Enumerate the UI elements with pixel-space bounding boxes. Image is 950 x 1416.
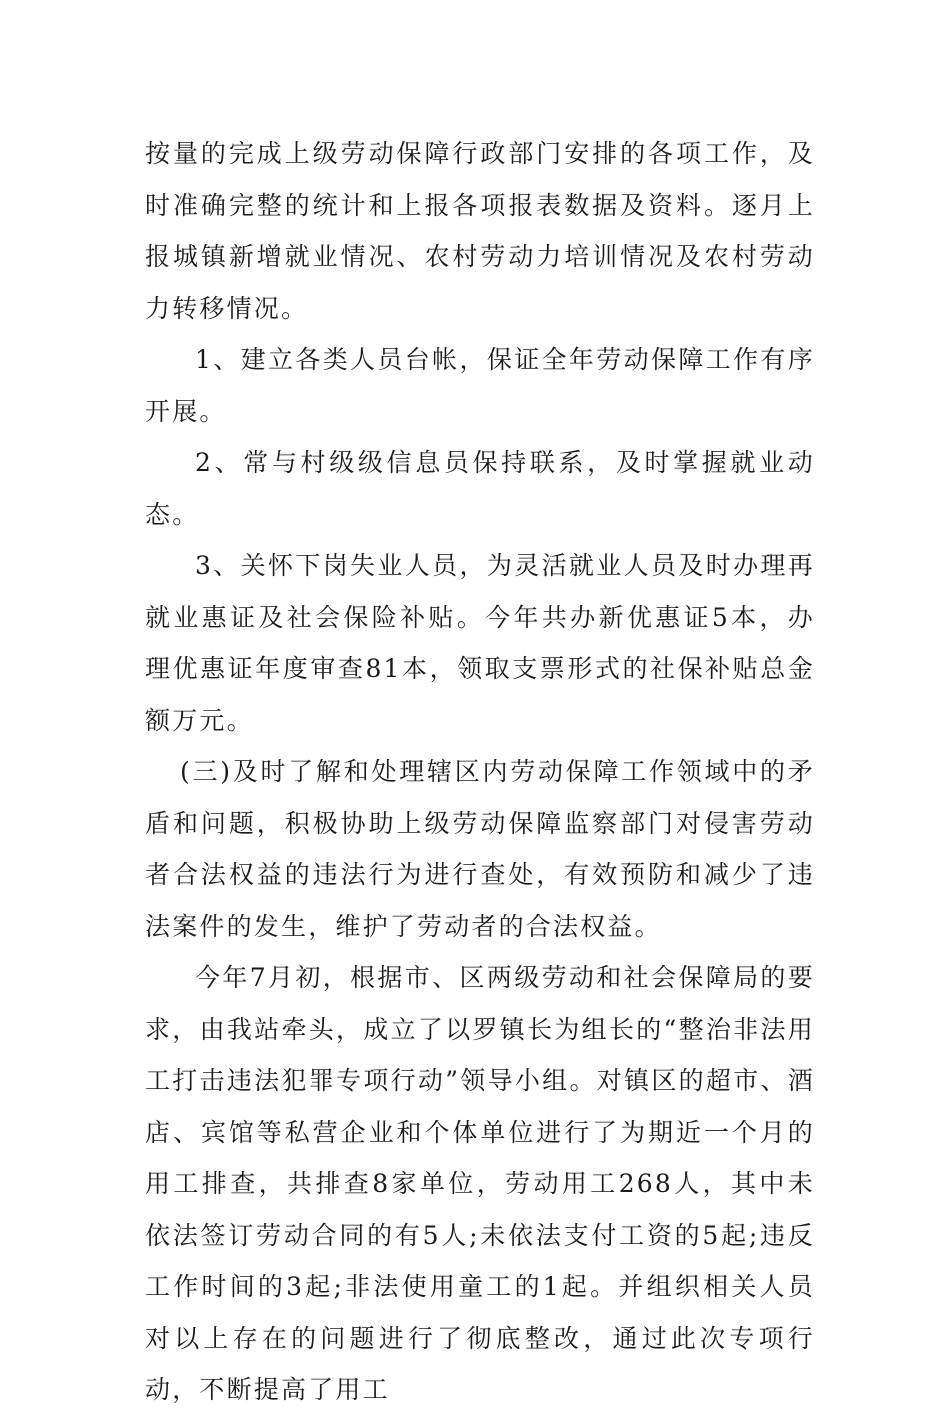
paragraph-item-3: 3、关怀下岗失业人员，为灵活就业人员及时办理再就业惠证及社会保险补贴。今年共办新优惠证5本，办理优惠证年度审查81本，领取支票形式的社保补贴总金额万元。 [145,551,815,735]
paragraph-item-1: 1、建立各类人员台帐，保证全年劳动保障工作有序开展。 [145,345,815,426]
paragraph-item-2: 2、常与村级级信息员保持联系，及时掌握就业动态。 [145,448,815,529]
paragraph-section-3: (三)及时了解和处理辖区内劳动保障工作领域中的矛盾和问题，积极协助上级劳动保障监察部门对侵害劳动者合法权益的违法行为进行查处，有效预防和减少了违法案件的发生，维护了劳动者的合法权益。 [145,757,815,941]
paragraph-july-campaign: 今年7月初，根据市、区两级劳动和社会保障局的要求，由我站牵头，成立了以罗镇长为组长的“整治非法用工打击违法犯罪专项行动”领导小组。对镇区的超市、酒店、宾馆等私营企业和个体单位进行了为期近一个月的用工排查，共排查8家单位，劳动用工268人，其中未依法签订劳动合同的有5人;未依法支付工资的5起;违反工作时间的3起;非法使用童工的1起。并组织相关人员对以上存在的问题进行了彻底整改，通过此次专项行动，不断提高了用工 [145,963,815,1404]
document-body [145,128,815,1416]
paragraph-work-tasks: 按量的完成上级劳动保障行政部门安排的各项工作，及时准确完整的统计和上报各项报表数据及资料。逐月上报城镇新增就业情况、农村劳动力培训情况及农村劳动力转移情况。 [145,139,815,323]
